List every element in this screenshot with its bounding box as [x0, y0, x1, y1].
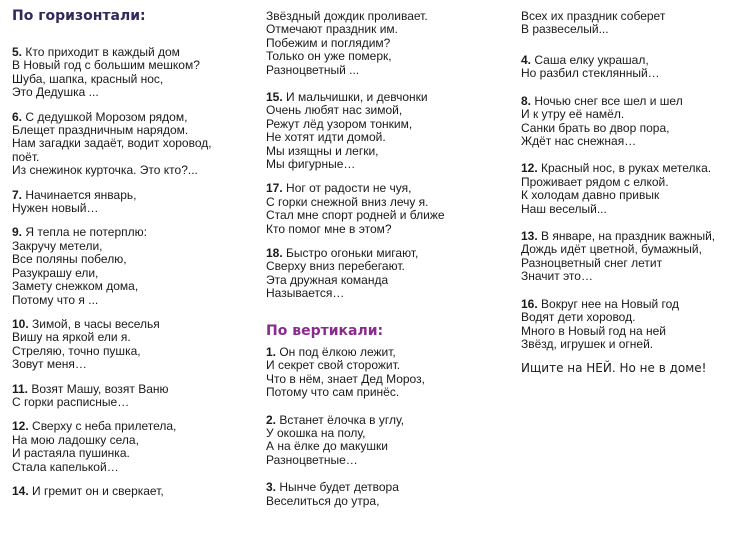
riddle-line: Значит это… [521, 269, 593, 284]
riddle [521, 95, 715, 149]
riddle [12, 485, 212, 498]
riddle-line: Не хотят идти домой. [266, 130, 386, 145]
riddle-line: К холодам давно привык [521, 188, 660, 203]
riddle [266, 91, 445, 171]
riddle [12, 383, 212, 410]
riddle-line: На мою ладошку села, [12, 432, 139, 447]
riddle-number: 17. [266, 181, 283, 196]
riddle [12, 189, 212, 216]
riddle-line: Закручу метели, [12, 238, 103, 253]
riddle [521, 230, 715, 284]
riddle-line: Много в Новый год на ней [521, 323, 667, 338]
riddle-line: Водят дети хоровод. [521, 310, 636, 325]
riddles-horizontal-list [12, 46, 212, 498]
riddle-line: А на ёлке до макушки [266, 439, 388, 454]
riddles-horizontal-list-2 [266, 91, 445, 301]
riddle [12, 111, 212, 178]
riddle-number: 10. [12, 316, 29, 331]
riddle-line: 18. Быстро огоньки мигают, [266, 246, 419, 261]
riddle-line: Все поляны побелю, [12, 252, 127, 267]
riddle-line: Замету снежком дома, [12, 279, 139, 294]
riddle-line: Что в нём, знает Дед Мороз, [266, 371, 425, 386]
riddle-line: 6. С дедушкой Морозом рядом, [12, 109, 188, 124]
riddle-line: 17. Ног от радости не чуя, [266, 181, 412, 196]
riddle-line: 8. Ночью снег все шел и шел [521, 93, 683, 108]
riddle-line: Это Дедушка ... [12, 85, 99, 100]
riddle-line: 15. И мальчишки, и девчонки [266, 90, 428, 104]
riddle-number: 9. [12, 225, 23, 240]
riddle-line: Звёздный дождик проливает. [266, 9, 428, 23]
riddle-line: Дождь идёт цветной, бумажный, [521, 242, 702, 257]
riddle-line: 5. Кто приходит в каждый дом [12, 45, 180, 59]
riddle-line: 13. В январе, на праздник важный, [521, 229, 716, 244]
riddle-number: 2. [266, 412, 277, 427]
riddle [266, 346, 425, 400]
riddle-line: Санки брать во двор пора, [521, 120, 670, 135]
riddle-line: 14. И гремит он и сверкает, [12, 483, 164, 498]
riddle [12, 318, 212, 372]
riddle-line: В Новый год с большим мешком? [12, 58, 200, 73]
riddle-line: Только он уже померк, [266, 49, 392, 64]
riddle-line: Стал мне спорт родней и ближе [266, 208, 445, 223]
riddle-line: Эта дружная команда [266, 272, 389, 287]
riddle-line: Кто помог мне в этом? [266, 221, 392, 236]
riddle-line: 9. Я тепла не потерплю: [12, 225, 147, 240]
riddle-number: 11. [12, 381, 29, 396]
riddle-line: 11. Возят Машу, возят Ваню [12, 381, 169, 396]
riddle-line: 2. Встанет ёлочка в углу, [266, 412, 405, 427]
riddle [12, 420, 212, 474]
riddles-vertical-list-2 [521, 54, 715, 375]
riddle-line: Шуба, шапка, красный нос, [12, 71, 164, 86]
riddle-line: Наш веселый... [521, 201, 607, 216]
riddle-line: 7. Начинается январь, [12, 187, 137, 202]
riddle-line: Очень любят нас зимой, [266, 103, 403, 118]
riddle-line: Потому что я ... [12, 292, 99, 307]
riddle [521, 162, 715, 216]
riddle-line: поёт. [12, 149, 40, 164]
riddle-line: Нужен новый… [12, 201, 99, 216]
riddle-line: Стреляю, точно пушка, [12, 343, 141, 358]
riddle-number: 13. [521, 229, 538, 244]
riddle-line: Нам загадки задаёт, водит хоровод, [12, 136, 212, 151]
riddle-line: Проживает рядом с елкой. [521, 174, 669, 189]
riddle-continuation [266, 10, 428, 77]
riddle-line: С горки расписные… [12, 394, 130, 409]
riddle-line: Разукрашу ели, [12, 265, 99, 280]
riddle-line: 10. Зимой, в часы веселья [12, 316, 160, 331]
riddle [266, 182, 445, 236]
riddle-line: У окошка на полу, [266, 426, 366, 441]
riddle-line: Всех их праздник соберет [521, 9, 666, 23]
riddle [12, 226, 212, 306]
riddle-line: С горки снежной вниз лечу я. [266, 194, 429, 209]
riddle-number: 4. [521, 53, 532, 67]
riddle-number: 16. [521, 296, 538, 311]
riddle-continuation [521, 10, 665, 37]
riddle-line: 1. Он под ёлкою лежит, [266, 345, 396, 359]
riddle-line: Разноцветный снег летит [521, 255, 663, 270]
riddle [12, 46, 212, 100]
riddle [521, 298, 715, 352]
riddle-number: 14. [12, 483, 29, 498]
riddle-line: Стала капелькой… [12, 459, 119, 474]
riddle-line: 12. Красный нос, в руках метелка. [521, 161, 712, 176]
riddle-line: Зовут меня… [12, 357, 87, 372]
riddle [266, 481, 425, 508]
riddle-line: Разноцветные… [266, 452, 358, 467]
heading-vertical: По вертикали: [266, 323, 384, 339]
riddle-line: Но разбил стеклянный… [521, 66, 660, 81]
riddle-line: Мы фигурные… [266, 157, 356, 172]
riddle-14-continuation [266, 10, 428, 77]
riddle-line: И к утру её намёл. [521, 107, 625, 122]
riddle-line: 16. Вокруг нее на Новый год [521, 296, 680, 311]
riddle-number: 18. [266, 246, 283, 261]
riddle-line: Отмечают праздник им. [266, 22, 398, 37]
riddle-number: 5. [12, 45, 23, 59]
riddle-line: В развеселый... [521, 22, 609, 37]
riddle-line: Из снежинок курточка. Это кто?... [12, 163, 198, 178]
riddle-line: 3. Нынче будет детвора [266, 480, 399, 495]
riddle-line: Разноцветный ... [266, 62, 360, 77]
riddle-line: Веселиться до утра, [266, 493, 380, 508]
riddles-vertical-list [266, 346, 425, 508]
riddle-line: 4. Саша елку украшал, [521, 53, 649, 67]
riddle-line: 12. Сверху с неба прилетела, [12, 419, 177, 434]
riddle-number: 8. [521, 93, 532, 108]
heading-horizontal: По горизонтали: [12, 8, 146, 24]
riddle-number: 15. [266, 90, 283, 104]
final-hint: Ищите на НЕЙ. Но не в доме! [521, 361, 707, 376]
riddle-number: 12. [521, 161, 538, 176]
riddle-line: Ждёт нас снежная… [521, 134, 637, 149]
riddle-line: Побежим и поглядим? [266, 35, 391, 50]
riddle-number: 6. [12, 109, 23, 124]
riddle-line: И растаяла пушинка. [12, 446, 130, 461]
riddle-line: Мы изящны и легки, [266, 143, 379, 158]
riddle [266, 247, 445, 301]
riddle-3-continuation [521, 10, 665, 37]
riddle-line: Потому что сам принёс. [266, 385, 400, 400]
riddle-line: Блещет праздничным нарядом. [12, 123, 189, 138]
riddle-line: И секрет свой сторожит. [266, 358, 401, 373]
riddle [266, 414, 425, 468]
riddle-number: 7. [12, 187, 23, 202]
riddle-number: 12. [12, 419, 29, 434]
riddle-line: Режут лёд узором тонким, [266, 116, 413, 131]
riddle-line: Вишу на яркой ели я. [12, 330, 131, 345]
riddle-line: Звёзд, игрушек и огней. [521, 336, 654, 351]
riddle-number: 3. [266, 480, 277, 495]
riddle-line: Сверху вниз перебегают. [266, 259, 405, 274]
riddle-line: Называется… [266, 286, 345, 301]
riddle-number: 1. [266, 345, 277, 359]
riddle [521, 54, 715, 81]
